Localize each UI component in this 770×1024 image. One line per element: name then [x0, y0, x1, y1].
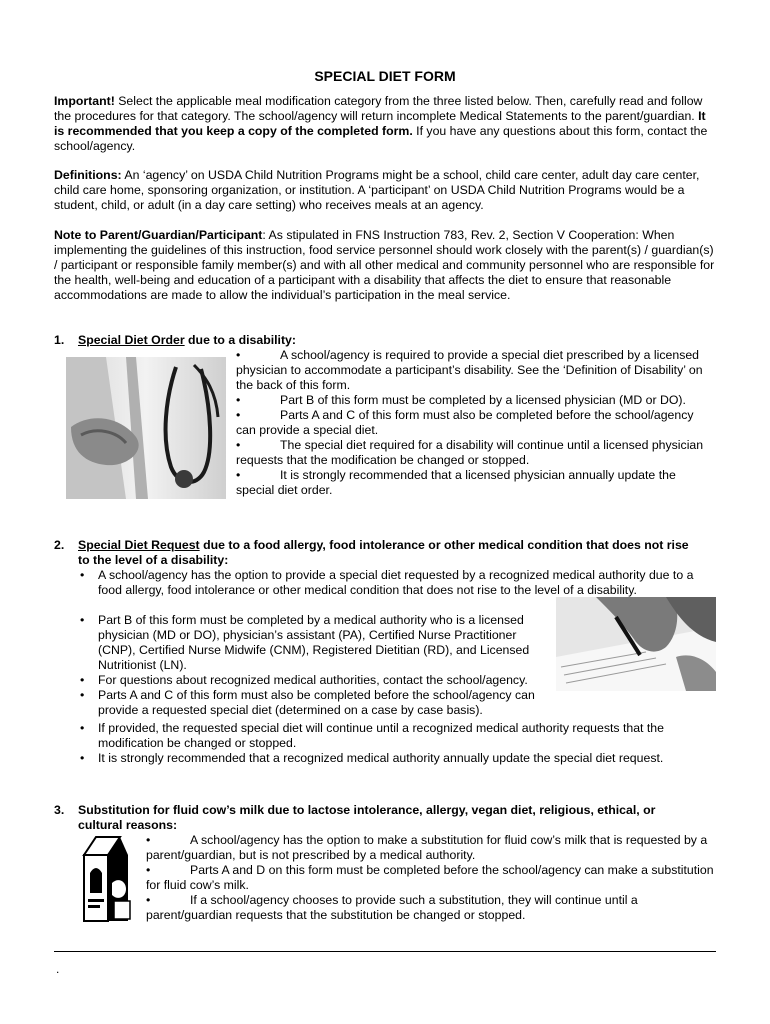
list-item: •A school/agency is required to provide a special diet prescribed by a licensed physician to accommodate a participant’s disability. See the ‘Definition of Disability’ on the back of this form.: [236, 348, 716, 393]
important-label: Important!: [54, 94, 115, 108]
section-1-title: Special Diet Order: [78, 333, 185, 347]
section-3-heading: [54, 803, 716, 833]
list-item: • Part B of this form must be completed by a medical authority who is a licensed physician (MD or DO), physician’s assistant (PA), Certified Nurse Practitioner (CNP), Certified Nurse Midwife (CNM), Registered Dietitian (RD), and Licensed Nutritionist (LN).: [76, 613, 546, 673]
list-item: • A school/agency has the option to provide a special diet requested by a recognized medical authority due to a food allergy, food intolerance or other medical condition that does not rise to the level of a disability.: [76, 568, 716, 598]
section-2-heading: [54, 538, 716, 568]
section-3-bullets: [146, 833, 716, 923]
definitions-paragraph: [54, 168, 716, 213]
section-3-title-line-2: cultural reasons:: [78, 818, 178, 832]
section-3-title: Substitution for fluid cow’s milk due to lactose intolerance, allergy, vegan diet, religious, ethical, or: [78, 803, 656, 817]
section-1-heading: [54, 333, 716, 348]
definitions-label: Definitions:: [54, 168, 122, 182]
section-1-bullets: [236, 348, 716, 498]
list-item: •Part B of this form must be completed by a licensed physician (MD or DO).: [236, 393, 716, 408]
list-item: • For questions about recognized medical authorities, contact the school/agency.: [76, 673, 546, 688]
section-2-title-line-2: to the level of a disability:: [78, 553, 229, 567]
note-text: : As stipulated in FNS Instruction 783, Rev. 2, Section V Cooperation: When implementing the guidelines of this instruction, food service personnel should work closely with the parent(s) / guardian(s) / participant or responsible family member(s) and with all other medical and community personnel who are responsible for the health, well-being and education of a participant with a disability that affects the diet to ensure that reasonable accommodations are made to allow the individual’s participation in the meal service.: [54, 228, 715, 302]
keep-copy-text: It is recommended that you keep a copy of the completed form.: [54, 109, 706, 138]
list-item: •Parts A and D on this form must be completed before the school/agency can make a substitution for fluid cow’s milk.: [146, 863, 716, 893]
list-item: • It is strongly recommended that a recognized medical authority annually update the special diet request.: [76, 751, 716, 766]
section-1-title-rest: due to a disability:: [184, 333, 296, 347]
list-item: •If a school/agency chooses to provide such a substitution, they will continue until a parent/guardian requests that the substitution be changed or stopped.: [146, 893, 716, 923]
list-item: • If provided, the requested special diet will continue until a recognized medical authority requests that the modification be changed or stopped.: [76, 721, 716, 751]
milk-carton-icon: [76, 833, 136, 925]
hand-writing-photo: [556, 597, 716, 691]
section-2-bullets-a: [76, 568, 716, 598]
footer-divider: [54, 951, 716, 952]
list-item: •It is strongly recommended that a licensed physician annually update the special diet order.: [236, 468, 716, 498]
list-item: •Parts A and C of this form must also be completed before the school/agency can provide a special diet.: [236, 408, 716, 438]
section-2-title: Special Diet Request: [78, 538, 200, 552]
note-label: Note to Parent/Guardian/Participant: [54, 228, 263, 242]
definitions-text: An ‘agency’ on USDA Child Nutrition Programs might be a school, child care center, adult day care center, child care home, sponsoring organization, or institution. A ‘participant’ on USDA Child Nutrition Programs would be a student, child, or adult (in a day care setting) who receives meals at an agency.: [54, 168, 700, 212]
section-2-title-rest: due to a food allergy, food intolerance or other medical condition that does not rise: [199, 538, 689, 552]
note-paragraph: [54, 228, 716, 303]
intro-paragraph: [54, 94, 716, 154]
list-item: •A school/agency has the option to make a substitution for fluid cow’s milk that is requested by a parent/guardian, but is not prescribed by a medical authority.: [146, 833, 716, 863]
footer-dot: .: [56, 962, 60, 976]
section-1-number: 1.: [54, 333, 65, 347]
section-3-number: 3.: [54, 803, 65, 817]
intro-text-2: If you have any questions about this form, contact the school/agency.: [54, 124, 708, 153]
list-item: • Parts A and C of this form must also be completed before the school/agency can provide a requested special diet (determined on a case by case basis).: [76, 688, 546, 718]
section-2-bullets-b: [76, 613, 546, 718]
section-2-number: 2.: [54, 538, 65, 552]
list-item: •The special diet required for a disability will continue until a licensed physician requests that the modification be changed or stopped.: [236, 438, 716, 468]
section-2-bullets-c: [76, 721, 716, 766]
intro-text: Select the applicable meal modification category from the three listed below. Then, carefully read and follow the procedures for that category. The school/agency will return incomplete Medical Statements to the parent/guardian.: [54, 94, 703, 123]
page-title: SPECIAL DIET FORM: [314, 68, 456, 84]
doctor-stethoscope-photo: [66, 357, 226, 499]
